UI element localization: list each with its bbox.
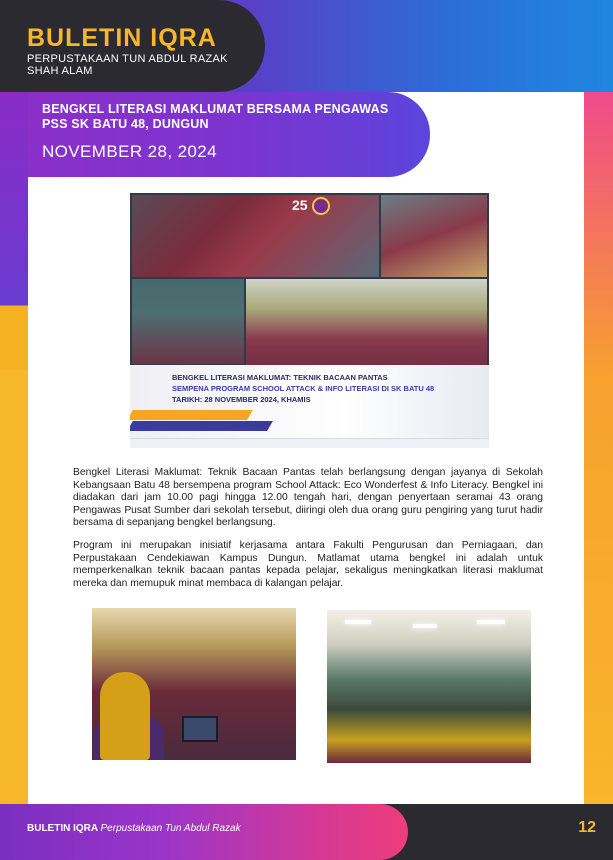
bulletin-subtitle-line2: SHAH ALAM <box>27 65 93 77</box>
article-title-line2: PSS SK BATU 48, DUNGUN <box>42 117 209 131</box>
ceiling-light <box>477 620 505 624</box>
ceiling-light <box>345 620 371 624</box>
article-paragraph-2: Program ini merupakan inisiatif kerjasama antara Fakulti Pengurusan dan Perniagaan, dan Perpustakaan Cendekiawan Kampus Dungun. Matlamat utama bengkel ini adalah untuk memperkenalkan teknik bacaan pantas kepada pelajar, sekaligus meningkatkan literasi maklumat mereka dan memupuk minat membaca di kalangan pelajar. <box>73 540 543 589</box>
collage-photo-group <box>246 279 487 379</box>
ceiling-light <box>413 624 437 628</box>
article-title-line1: BENGKEL LITERASI MAKLUMAT BERSAMA PENGAWAS <box>42 102 389 116</box>
banner-stripe-blue <box>130 421 273 431</box>
collage-photo-students-1 <box>132 195 379 277</box>
workshop-photo-presenter <box>92 608 296 760</box>
anniversary-logo-text: 25 <box>292 197 308 213</box>
collage-photo-students-2 <box>381 195 487 277</box>
event-collage-image <box>130 193 489 448</box>
article-paragraph-1: Bengkel Literasi Maklumat: Teknik Bacaan Pantas telah berlangsung dengan jayanya di Sekolah Kebangsaan Batu 48 bersempena program School Attack: Eco Wonderfest & Info Literacy. Bengkel ini diadakan dari jam 10.00 pagi hingga 12.00 tengah hari, dengan penyertaan seramai 43 orang Pengawas Pusat Sumber dari sekolah tersebut, diiringi oleh dua orang guru pengiring yang turut hadir bersama di sepanjang bengkel berlangsung. <box>73 467 543 529</box>
bulletin-title: BULETIN IQRA <box>27 24 217 52</box>
right-side-band <box>584 92 613 804</box>
footer-brand <box>27 823 241 834</box>
footer-library-name: Perpustakaan Tun Abdul Razak <box>100 823 241 834</box>
banner-line1: BENGKEL LITERASI MAKLUMAT: TEKNIK BACAAN PANTAS <box>172 373 388 382</box>
page-number: 12 <box>578 819 596 836</box>
banner-line2: SEMPENA PROGRAM SCHOOL ATTACK & INFO LITERASI DI SK BATU 48 <box>172 384 435 393</box>
laptop-icon <box>182 716 218 742</box>
banner-social-footer <box>130 438 489 448</box>
collage-photo-classroom <box>132 279 244 364</box>
article-date: NOVEMBER 28, 2024 <box>42 142 217 161</box>
collage-banner <box>130 365 489 448</box>
banner-line3: TARIKH: 28 NOVEMBER 2024, KHAMIS <box>172 395 311 404</box>
presenter-head <box>100 672 150 760</box>
bulletin-subtitle-line1: PERPUSTAKAAN TUN ABDUL RAZAK <box>27 53 228 65</box>
workshop-photo-group <box>327 610 531 763</box>
university-logo-icon <box>312 197 330 215</box>
footer-brand-name: BULETIN IQRA <box>27 823 101 834</box>
banner-stripe-orange <box>130 410 253 420</box>
left-side-yellow-band <box>0 370 28 804</box>
